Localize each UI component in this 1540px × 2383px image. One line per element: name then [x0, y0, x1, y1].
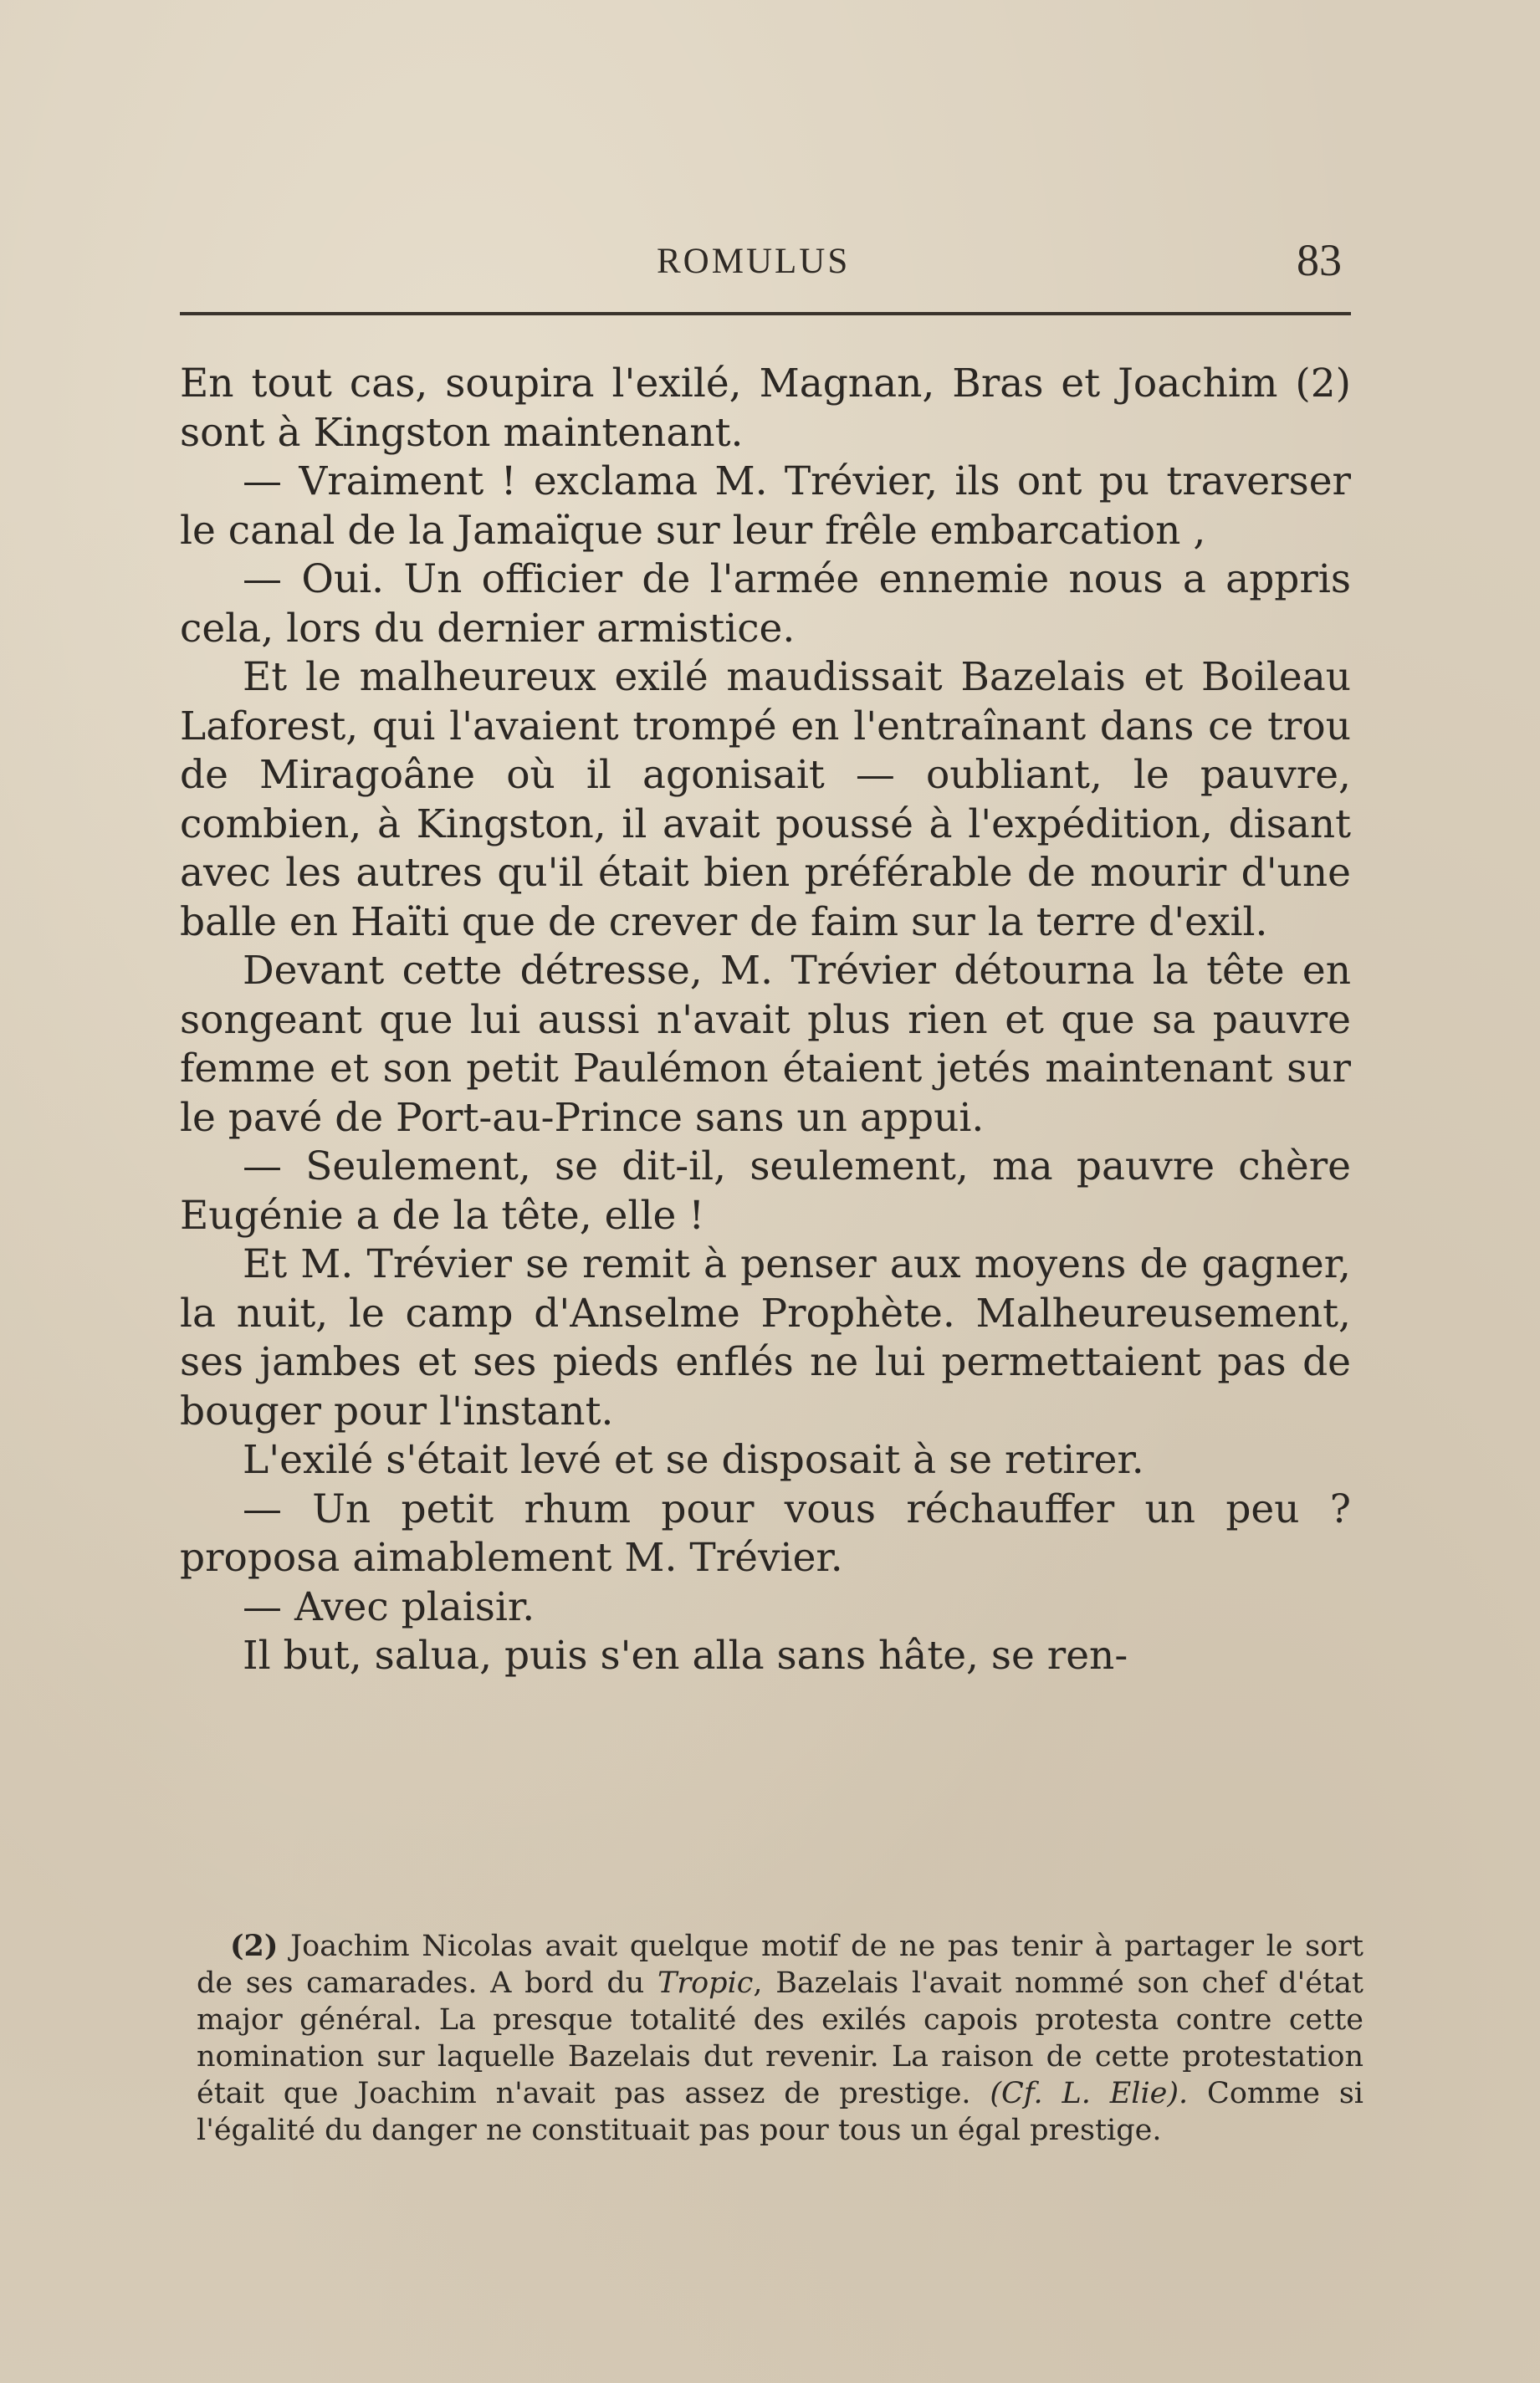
- paragraph: Et M. Trévier se remit à penser aux moyens de gagner, la nuit, le camp d'Anselme Prophète. Malheureusement, ses jambes et ses pieds enflés ne lui permettaient pas de bouger pour l'instant.: [180, 1241, 1351, 1434]
- footnote-citation: (Cf. L. Elie).: [990, 2077, 1189, 2110]
- page-number: 83: [1297, 235, 1342, 285]
- paragraph: — Vraiment ! exclama M. Trévier, ils ont pu traverser le canal de la Jamaïque sur leur frêle embarcation ,: [180, 458, 1351, 554]
- footnote-text: Comme si l'égalité du danger ne constituait pas pour tous un égal prestige.: [197, 2077, 1363, 2147]
- paragraph: — Avec plaisir.: [243, 1583, 535, 1630]
- page-header: [180, 234, 1347, 293]
- footnote-marker: (2): [230, 1929, 279, 1963]
- paragraph: — Un petit rhum pour vous réchauffer un peu ? proposa aimablement M. Trévier.: [180, 1486, 1351, 1581]
- paragraph: — Seulement, se dit-il, seulement, ma pauvre chère Eugénie a de la tête, elle !: [180, 1143, 1351, 1239]
- footnote: [197, 1928, 1363, 2149]
- footnote-ship-name: Tropic: [657, 1966, 754, 2000]
- footnote-text: , Bazelais l'avait nommé son chef d'état major général. La presque totalité des exilés capois protesta contre cette nomination sur laquelle Bazelais dut revenir. La raison de cette protestation était que Joachim n'avait pas assez de prestige.: [197, 1966, 1363, 2110]
- body-text: [180, 360, 1351, 1681]
- paragraph: — Oui. Un officier de l'armée ennemie nous a appris cela, lors du dernier armistice.: [180, 556, 1351, 652]
- header-rule: [180, 312, 1351, 315]
- paragraph: Il but, salua, puis s'en alla sans hâte, se ren-: [243, 1633, 1128, 1679]
- footnote-text: Joachim Nicolas avait quelque motif de ne pas tenir à partager le sort de ses camarades. A bord du: [197, 1930, 1363, 2000]
- running-title: ROMULUS: [657, 242, 851, 281]
- footnotes: [197, 1928, 1363, 2149]
- paragraph: En tout cas, soupira l'exilé, Magnan, Bras et Joachim (2) sont à Kingston maintenant.: [180, 361, 1351, 456]
- paragraph: Devant cette détresse, M. Trévier détourna la tête en songeant que lui aussi n'avait plus rien et que sa pauvre femme et son petit Paulémon étaient jetés maintenant sur le pavé de Port-au-Prince sans un appui.: [180, 948, 1351, 1141]
- paragraph: Et le malheureux exilé maudissait Bazelais et Boileau Laforest, qui l'avaient trompé en l'entraînant dans ce trou de Miragoâne où il agonisait — oubliant, le pauvre, combien, à Kingston, il avait poussé à l'expédition, disant avec les autres qu'il était bien préférable de mourir d'une balle en Haïti que de crever de faim sur la terre d'exil.: [180, 654, 1351, 945]
- paragraph: L'exilé s'était levé et se disposait à se retirer.: [243, 1437, 1144, 1483]
